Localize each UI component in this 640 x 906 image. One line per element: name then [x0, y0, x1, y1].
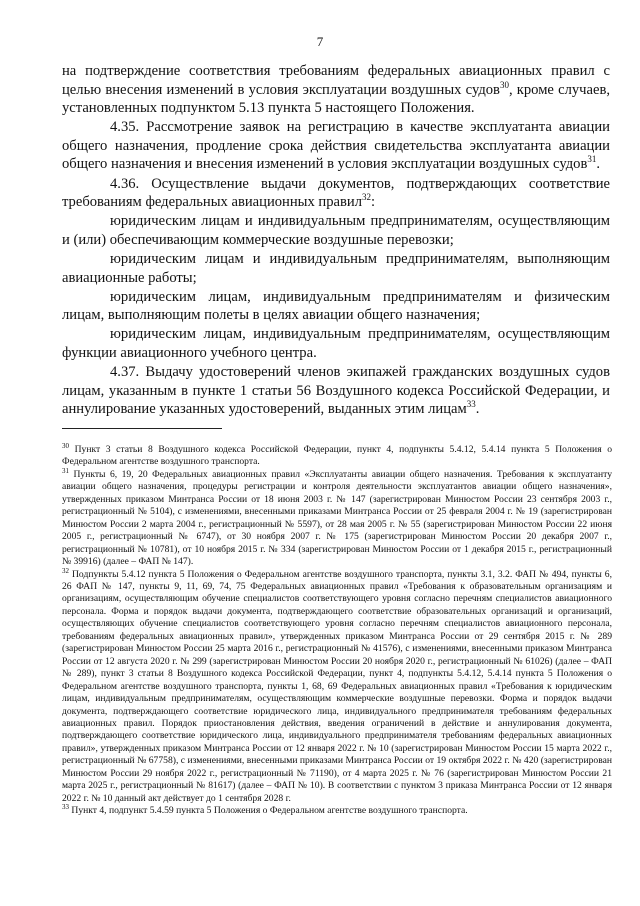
list-item-training-center: юридическим лицам, индивидуальным предпринимателям, осуществляющим функции авиационного учебного центра.	[62, 326, 610, 361]
footnote-32	[62, 566, 612, 806]
footnotes	[62, 441, 612, 818]
paragraph-text-end: .	[596, 156, 600, 173]
paragraph-text-end: , кроме случаев, установленных подпунктом 5.13 пункта 5 настоящего Положения.	[62, 81, 610, 117]
footnote-33	[62, 802, 612, 817]
footnote-ref-30: 30	[499, 79, 509, 90]
footnote-separator	[62, 428, 222, 429]
footnote-number: 32	[62, 566, 69, 575]
paragraph-text: 4.37. Выдачу удостоверений членов экипажей гражданских воздушных судов лицам, указанным в пункте 1 статьи 56 Воздушного кодекса Российской Федерации, и аннулирование указанных удостоверений, выданных этим лицам	[62, 364, 610, 418]
footnote-text: Пункты 6, 19, 20 Федеральных авиационных правил «Эксплуатанты авиации общего назначения. Требования к эксплуатанту авиации общего назначения, процедуры регистрации и контроля деятельности эксплуатантов авиации общего назначения», утвержденных приказом Минтранса России от 18 июня 2003 г. № 147 (зарегистрирован Минюстом России 23 сентября 2003 г., регистрационный № 5104), с изменениями, внесенными приказами Минтранса России от 25 февраля 2004 г. № 19 (зарегистрирован Минюстом России 2 марта 2004 г., регистрационный № 5597), от 28 мая 2005 г. № 55 (зарегистрирован Минюстом России 22 июня 2005 г., регистрационный № 6747), от 30 ноября 2007 г. № 175 (зарегистрирован Минюстом России 20 декабря 2007 г., регистрационный № 10781), от 10 ноября 2015 г. № 334 (зарегистрирован Минюстом России от 1 декабря 2015 г., регистрационный № 39916) (далее – ФАП № 147).	[62, 468, 612, 568]
main-text	[62, 62, 610, 419]
paragraph-text: 4.35. Рассмотрение заявок на регистрацию в качестве эксплуатанта авиации общего назначения, продление срока действия свидетельства эксплуатанта авиации общего назначения и внесения изменений в условия эксплуатации воздушных судов	[62, 119, 610, 173]
page-number: 7	[316, 34, 324, 49]
footnote-number: 30	[62, 441, 69, 450]
footnote-number: 31	[62, 466, 69, 475]
footnote-number: 33	[62, 802, 69, 811]
footnote-ref-31: 31	[587, 154, 597, 165]
paragraph-text-end: :	[371, 194, 376, 211]
paragraph-text: на подтверждение соответствия требованиям федеральных авиационных правил с целью внесения изменений в условия эксплуатации воздушных судов	[62, 63, 610, 98]
footnote-31	[62, 466, 612, 569]
paragraph-continuation	[62, 62, 610, 118]
footnote-text: Пункт 4, подпункт 5.4.59 пункта 5 Положения о Федеральном агентстве воздушного транспорта.	[69, 805, 468, 817]
list-item-commercial: юридическим лицам и индивидуальным предпринимателям, осуществляющим и (или) обеспечивающим коммерческие воздушные перевозки;	[62, 213, 610, 248]
paragraph-4-36	[62, 175, 610, 212]
paragraph-4-37	[62, 363, 610, 419]
paragraph-text-end: .	[475, 401, 480, 418]
footnote-ref-32: 32	[362, 192, 371, 203]
footnote-text: Подпункты 5.4.12 пункта 5 Положения о Федеральном агентстве воздушного транспорта, пункты 3.1, 3.2. ФАП № 494, пункты 6, 26 ФАП № 147, пункты 9, 11, 69, 74, 75 Федеральных авиационных правил «Требования к образовательным организациям и организациям, осуществляющим обучение специалистов соответствующего уровня согласно перечням специалистов авиационного персонала. Форма и порядок выдачи документа, подтверждающего соответствие образовательных организаций и организаций, осуществляющих обучение специалистов соответствующего уровня согласно перечням специалистов авиационного персонала, требованиям федеральных авиационных правил», утвержденных приказом Минтранса России от 29 сентября 2015 г. № 289 (зарегистрирован Минюстом России 25 марта 2016 г., регистрационный № 41576), с изменениями, внесенными приказом Минтранса России от 12 августа 2020 г. № 299 (зарегистрирован Минюстом России 20 ноября 2020 г., регистрационный № 61026) (далее – ФАП № 289), пункт 3 статьи 8 Воздушного кодекса Российской Федерации, пункт 4, подпункты 5.4.12, 5.4.14 пункта 5 Положения о Федеральном агентстве воздушного транспорта, пункты 1, 68, 69 Федеральных авиационных правил «Требования к юридическим лицам, индивидуальным предпринимателям, осуществляющим коммерческие воздушные перевозки. Форма и порядок выдачи документа, подтверждающего соответствие юридического лица, индивидуального предпринимателя требованиям федеральных авиационных правил. Порядок приостановления действия, введения ограничений в действие и аннулирования документа, подтверждающего соответствие юридического лица, индивидуального предпринимателя требованиям федеральных авиационных правил», утвержденных приказом Минтранса России от 12 января 2022 г. № 10 (зарегистрирован Минюстом России 15 марта 2022 г., регистрационный № 67758), с изменениями, внесенными приказами Минтранса России от 19 октября 2022 г. № 420 (зарегистрирован Минюстом России 29 ноября 2022 г., регистрационный № 71190), от 4 марта 2025 г. № 76 (зарегистрирован Минюстом России 21 марта 2025 г., регистрационный № 81617) (далее – ФАП № 10). В соответствии с пунктом 3 приказа Минтранса России от 12 января 2022 г. № 10 данный акт действует до 1 сентября 2028 г.	[62, 568, 612, 804]
paragraph-4-35	[62, 118, 610, 174]
footnote-ref-33: 33	[466, 399, 476, 410]
list-item-aerial-works: юридическим лицам и индивидуальным предпринимателям, выполняющим авиационные работы;	[62, 250, 610, 286]
footnote-text: Пункт 3 статьи 8 Воздушного кодекса Российской Федерации, пункт 4, подпункты 5.4.12, 5.4.14 пункта 5 Положения о Федеральном агентстве воздушного транспорта.	[62, 444, 612, 468]
paragraph-text: 4.36. Осуществление выдачи документов, подтверждающих соответствие требованиям федеральных авиационных правил	[62, 175, 610, 211]
list-item-general-aviation: юридическим лицам, индивидуальным предпринимателям и физическим лицам, выполняющим полеты в целях авиации общего назначения;	[62, 288, 610, 324]
footnote-30	[62, 441, 612, 469]
